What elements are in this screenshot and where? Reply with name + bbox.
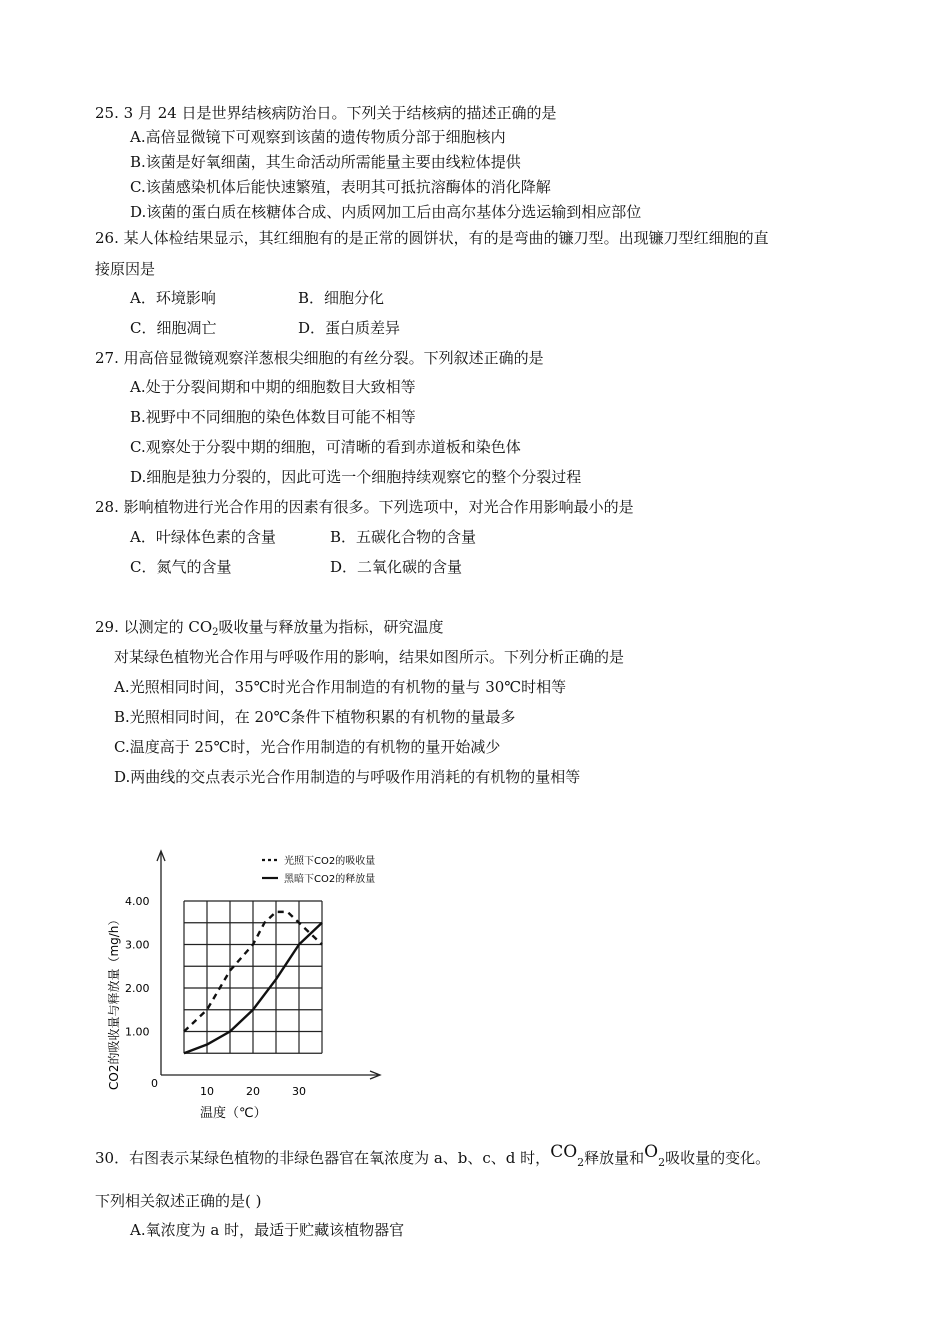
q29-stem-pre: 29. 以测定的 CO — [95, 618, 213, 636]
x-tick-label: 30 — [292, 1085, 306, 1098]
chart-axes — [157, 851, 380, 1079]
q30-stem-pre: 30．右图表示某绿色植物的非绿色器官在氧浓度为 a、b、c、d 时， — [95, 1149, 551, 1167]
q27-option-c: C.观察处于分裂中期的细胞，可清晰的看到赤道板和染色体 — [130, 438, 521, 456]
y-axis-label: CO2的吸收量与释放量（mg/h） — [107, 913, 121, 1090]
q30-stem-line2: 下列相关叙述正确的是( ) — [95, 1192, 262, 1210]
q29-stem-line2: 对某绿色植物光合作用与呼吸作用的影响，结果如图所示。下列分析正确的是 — [114, 648, 625, 666]
q29-option-d: D.两曲线的交点表示光合作用制造的与呼吸作用消耗的有机物的量相等 — [114, 768, 581, 786]
q25-option-c: C.该菌感染机体后能快速繁殖，表明其可抵抗溶酶体的消化降解 — [130, 178, 551, 196]
q30-co2-sub: 2 — [577, 1156, 585, 1169]
q28-option-a: A．叶绿体色素的含量 — [130, 528, 276, 546]
q30-option-a: A.氧浓度为 a 时，最适于贮藏该植物器官 — [130, 1221, 405, 1239]
chart-legend — [262, 854, 375, 885]
q26-stem-line2: 接原因是 — [95, 260, 156, 278]
y-tick-label: 2.00 — [125, 982, 150, 995]
q25-option-b: B.该菌是好氧细菌，其生命活动所需能量主要由线粒体提供 — [130, 153, 521, 171]
q30-stem-post: 吸收量的变化。 — [665, 1149, 771, 1167]
q28-option-d: D．二氧化碳的含量 — [330, 558, 463, 576]
y-tick-label: 1.00 — [125, 1025, 150, 1039]
x-axis-label: 温度（℃） — [200, 1106, 267, 1121]
q28-option-c: C．氮气的含量 — [130, 558, 232, 576]
y-tick-label: 3.00 — [125, 938, 150, 952]
x-tick-label: 0 — [151, 1077, 158, 1090]
q30-o2: O — [644, 1142, 659, 1162]
q27-stem: 27. 用高倍显微镜观察洋葱根尖细胞的有丝分裂。下列叙述正确的是 — [95, 349, 544, 367]
q27-option-a: A.处于分裂间期和中期的细胞数目大致相等 — [130, 378, 416, 396]
q26-option-c: C．细胞凋亡 — [130, 319, 217, 337]
q30-co2: CO — [550, 1142, 578, 1162]
q29-stem-sub: 2 — [212, 627, 219, 638]
q28-stem: 28. 影响植物进行光合作用的因素有很多。下列选项中，对光合作用影响最小的是 — [95, 498, 634, 516]
chart-grid — [184, 901, 322, 1053]
q30-stem — [95, 1138, 770, 1177]
q28-option-b: B．五碳化合物的含量 — [330, 528, 477, 546]
x-tick-label: 20 — [246, 1085, 260, 1098]
q30-o2-sub: 2 — [658, 1156, 666, 1169]
q30-mid: 释放量和 — [584, 1149, 645, 1167]
q26-option-d: D．蛋白质差异 — [298, 319, 401, 337]
q25-option-a: A.高倍显微镜下可观察到该菌的遗传物质分部于细胞核内 — [130, 128, 506, 146]
y-tick-label: 4.00 — [125, 895, 150, 908]
q25-option-d: D.该菌的蛋白质在核糖体合成、内质网加工后由高尔基体分选运输到相应部位 — [130, 203, 642, 221]
q26-option-a: A．环境影响 — [130, 289, 216, 307]
q29-option-c: C.温度高于 25℃时，光合作用制造的有机物的量开始减少 — [114, 738, 501, 756]
q27-option-d: D.细胞是独力分裂的，因此可选一个细胞持续观察它的整个分裂过程 — [130, 468, 582, 486]
q26-option-b: B．细胞分化 — [298, 289, 385, 307]
q26-stem-line1: 26. 某人体检结果显示，其红细胞有的是正常的圆饼状，有的是弯曲的镰刀型。出现镰刀型红细胞的直 — [95, 229, 769, 247]
q29-option-b: B.光照相同时间，在 20℃条件下植物积累的有机物的量最多 — [114, 708, 516, 726]
q29-stem — [95, 617, 444, 643]
q25-stem: 25. 3 月 24 日是世界结核病防治日。下列关于结核病的描述正确的是 — [95, 104, 557, 122]
q27-option-b: B.视野中不同细胞的染色体数目可能不相等 — [130, 408, 416, 426]
x-tick-label: 10 — [200, 1085, 214, 1098]
legend-label-dark: 黑暗下CO2的释放量 — [284, 874, 376, 885]
co2-temperature-chart — [90, 845, 400, 1125]
q29-stem-post: 吸收量与释放量为指标，研究温度 — [218, 618, 444, 636]
q29-option-a: A.光照相同时间，35℃时光合作用制造的有机物的量与 30℃时相等 — [114, 678, 567, 696]
legend-label-light: 光照下CO2的吸收量 — [284, 856, 376, 867]
